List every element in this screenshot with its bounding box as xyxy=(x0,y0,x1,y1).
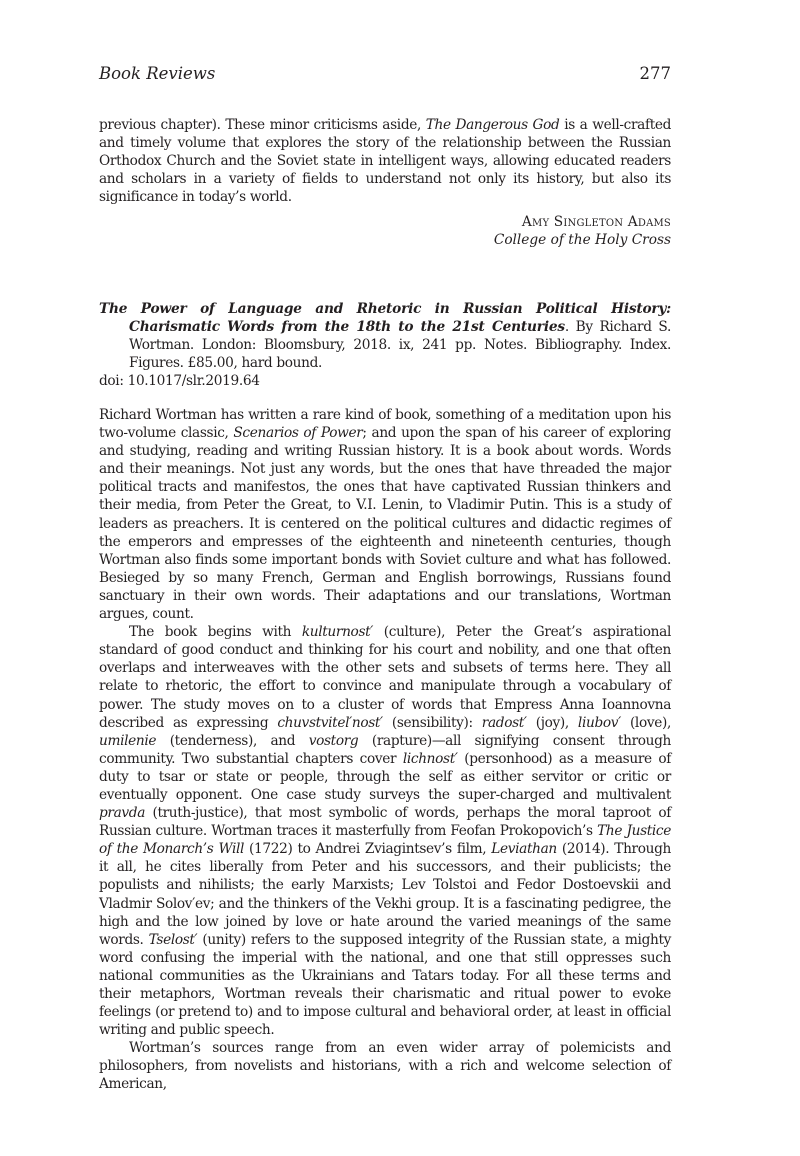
section-title: Book Reviews xyxy=(99,64,216,83)
review-paragraph-3: Wortman’s sources range from an even wider array of polemicists and philosophers, from novelists and historians, with a rich and welcome selection of American, xyxy=(99,1040,671,1093)
reviewer-affiliation: College of the Holy Cross xyxy=(493,232,671,249)
book-title: The Power of Language and Rhetoric in Russian Political History: Charismatic Words from the 18th to the 21st Centuries xyxy=(99,301,671,336)
reviewer-signature xyxy=(494,213,671,249)
review-header xyxy=(99,300,671,390)
italic-term: kulturnost′ xyxy=(301,624,374,641)
citation-details: . By Richard S. Wortman. London: Bloomsbury, 2018. ix, 241 pp. Notes. Bibliography. Index. Figures. £85.00, hard bound. xyxy=(129,319,671,372)
italic-term: The Justice of the Monarch’s Will xyxy=(99,823,671,858)
italic-term: pravda xyxy=(99,805,146,822)
previous-review-closing-paragraph: previous chapter). These minor criticisms aside, The Dangerous God is a well-crafted and timely volume that explores the story of the relationship between the Russian Orthodox Church and the Soviet state in intelligent ways, allowing educated readers and scholars in a variety of fields to understand not only its history, but also its significance in today’s world. xyxy=(99,117,672,206)
review-paragraph-2: The book begins with kulturnost′ (culture), Peter the Great’s aspirational standard of good conduct and thinking for his court and nobility, and one that often overlaps and interweaves with the other sets and subsets of terms here. They all relate to rhetoric, the effort to convince and manipulate through a vocabulary of power. The study moves on to a cluster of words that Empress Anna Ioannovna described as expressing chuvstvitel′nost′ (sensibility): radost′ (joy), liubov′ (love), umilenie (tenderness), and vostorg (rapture)—all signifying consent through community. Two substantial chapters cover lichnost′ (personhood) as a measure of duty to tsar or state or people, through the self as either servitor or critic or eventually opponent. One case study surveys the super-charged and multivalent pravda (truth-justice), that most symbolic of words, perhaps the moral taproot of Russian culture. Wortman traces it masterfully from Feofan Prokopovich’s The Justice of the Monarch’s Will (1722) to Andrei Zviagintsev’s film, Leviathan (2014). Through it all, he cites liberally from Peter and his successors, and their publicists; the populists and nihilists; the early Marxists; Lev Tolstoi and Fedor Dostoevskii and Vladmir Solov′ev; and the thinkers of the Vekhi group. It is a fascinating pedigree, the high and the low joined by love or hate around the varied meanings of the same words. Tselost′ (unity) refers to the supposed integrity of the Russian state, a mighty word confusing the imperial with the national, and one that still oppresses such national communities as the Ukrainians and Tatars today. For all these terms and their metaphors, Wortman reveals their charismatic and ritual power to evoke feelings (or pretend to) and to impose cultural and behavioral order, at least in official writing and public speech. xyxy=(99,624,671,1039)
running-head xyxy=(99,63,671,85)
book-citation xyxy=(99,300,671,372)
doi-link[interactable]: doi: 10.1017/slr.2019.64 xyxy=(99,373,260,390)
italic-term: Tselost′ xyxy=(148,931,198,948)
reviewer-name: Amy Singleton Adams xyxy=(521,214,671,230)
page-number: 277 xyxy=(639,64,671,83)
italic-term: vostorg xyxy=(308,732,359,749)
italic-term: Leviathan xyxy=(491,841,557,858)
italic-term: The Dangerous God xyxy=(425,117,560,133)
italic-term: radost′ xyxy=(481,714,527,731)
italic-term: lichnost′ xyxy=(402,750,458,767)
review-body xyxy=(99,406,671,1094)
italic-term: liubov′ xyxy=(577,714,621,731)
italic-term: chuvstvitel′nost′ xyxy=(277,714,383,731)
italic-term: umilenie xyxy=(99,732,157,749)
review-paragraph-1: Richard Wortman has written a rare kind of book, something of a meditation upon his two-volume classic, Scenarios of Power; and upon the span of his career of exploring and studying, reading and writing Russian history. It is a book about words. Words and their meanings. Not just any words, but the ones that have threaded the major political tracts and manifestos, the ones that have captivated Russian thinkers and their media, from Peter the Great, to V.I. Lenin, to Vladimir Putin. This is a study of leaders as preachers. It is centered on the political cultures and didactic regimes of the emperors and empresses of the eighteenth and nineteenth centuries, though Wortman also finds some important bonds with Soviet culture and what has followed. Besieged by so many French, German and English borrowings, Russians found sanctuary in their own words. Their adaptations and our translations, Wortman argues, count. xyxy=(99,407,671,623)
italic-term: Scenarios of Power xyxy=(233,425,363,442)
